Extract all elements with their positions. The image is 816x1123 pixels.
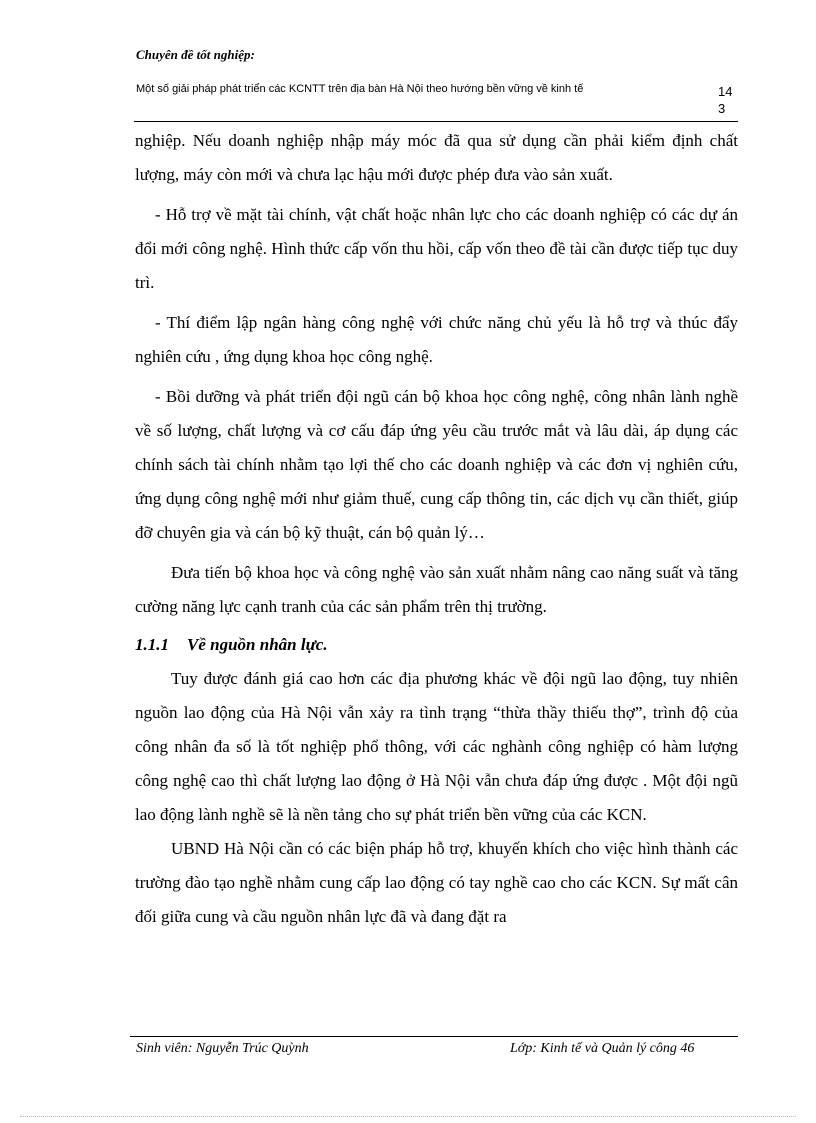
document-body (135, 124, 738, 934)
bullet-paragraph: - Thí điểm lập ngân hàng công nghệ với chức năng chủ yếu là hỗ trợ và thúc đẩy nghiên cứu , ứng dụng khoa học công nghệ. (135, 313, 738, 366)
paragraph: Đưa tiến bộ khoa học và công nghệ vào sản xuất nhằm nâng cao năng suất và tăng cường năng lực cạnh tranh của các sản phẩm trên thị trường. (135, 563, 738, 616)
footer-student: Sinh viên: Nguyễn Trúc Quỳnh (136, 1041, 309, 1056)
page-bottom-border (20, 1116, 796, 1117)
header-title: Chuyên đề tốt nghiệp: (136, 47, 255, 62)
paragraph: UBND Hà Nội cần có các biện pháp hỗ trợ, khuyến khích cho việc hình thành các trường đào tạo nghề nhằm cung cấp lao động có tay nghề cao cho các KCN. Sự mất cân đối giữa cung và cầu nguồn nhân lực đã và đang đặt ra (135, 839, 738, 926)
page-number: 143 (718, 84, 733, 116)
section-heading (135, 628, 738, 662)
section-title: Về nguồn nhân lực. (187, 635, 328, 654)
footer-class: Lớp: Kinh tế và Quản lý công 46 (510, 1041, 695, 1056)
bullet-paragraph: - Bồi dưỡng và phát triển đội ngũ cán bộ khoa học công nghệ, công nhân lành nghề về số lượng, chất lượng và cơ cấu đáp ứng yêu cầu trước mắt và lâu dài, áp dụng các chính sách tài chính nhằm tạo lợi thế cho các doanh nghiệp và các đơn vị nghiên cứu, ứng dụng công nghệ mới như giảm thuế, cung cấp thông tin, các dịch vụ cần thiết, giúp đỡ chuyên gia và cán bộ kỹ thuật, cán bộ quản lý… (135, 387, 738, 542)
header-rule (134, 121, 738, 122)
section-number: 1.1.1 (135, 635, 169, 654)
paragraph: Tuy được đánh giá cao hơn các địa phương khác về đội ngũ lao động, tuy nhiên nguồn lao động của Hà Nội vẫn xảy ra tình trạng “thừa thầy thiếu thợ”, trình độ của công nhân đa số là tốt nghiệp phổ thông, với các nghành công nghiệp có hàm lượng công nghệ cao thì chất lượng lao động ở Hà Nội vẫn chưa đáp ứng được . Một đội ngũ lao động lành nghề sẽ là nền tảng cho sự phát triển bền vững của các KCN. (135, 669, 738, 824)
bullet-paragraph: - Hỗ trợ về mặt tài chính, vật chất hoặc nhân lực cho các doanh nghiệp có các dự án đổi mới công nghệ. Hình thức cấp vốn thu hồi, cấp vốn theo đề tài cần được tiếp tục duy trì. (135, 205, 738, 292)
paragraph: nghiệp. Nếu doanh nghiệp nhập máy móc đã qua sử dụng cần phải kiểm định chất lượng, máy còn mới và chưa lạc hậu mới được phép đưa vào sản xuất. (135, 131, 738, 184)
footer-rule (130, 1036, 738, 1037)
header-subtitle: Một số giải pháp phát triển các KCNTT trên địa bàn Hà Nội theo hướng bền vững về kinh tế (136, 83, 584, 95)
